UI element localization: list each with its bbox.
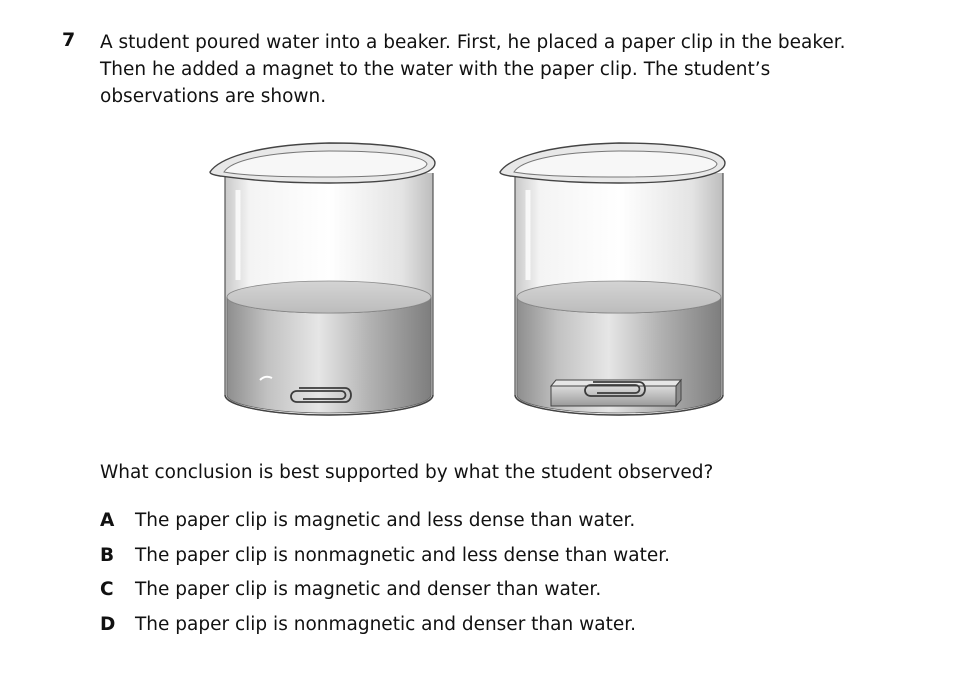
- question-prompt: What conclusion is best supported by what the student observed?: [100, 462, 714, 483]
- choice-letter: A: [100, 510, 115, 531]
- choice-letter: B: [100, 544, 115, 566]
- beakers-figure: [190, 130, 750, 435]
- beakers-illustration: [190, 130, 750, 435]
- beaker-1: [210, 143, 435, 415]
- choice-letter: C: [100, 579, 114, 600]
- choice-text: The paper clip is magnetic and less dense than water.: [135, 510, 636, 531]
- question-stem: [100, 29, 920, 110]
- stem-line: observations are shown.: [100, 86, 327, 107]
- stem-line: Then he added a magnet to the water with the paper clip. The student’s: [100, 59, 771, 80]
- beaker-2: [500, 143, 725, 415]
- choice-text: The paper clip is nonmagnetic and less dense than water.: [135, 544, 671, 566]
- choice-text: The paper clip is nonmagnetic and denser than water.: [135, 613, 636, 635]
- choice-letter: D: [100, 613, 116, 635]
- choice-text: The paper clip is magnetic and denser than water.: [135, 579, 602, 600]
- question-number: 7: [62, 29, 76, 51]
- stem-line: A student poured water into a beaker. First, he placed a paper clip in the beaker.: [100, 32, 846, 53]
